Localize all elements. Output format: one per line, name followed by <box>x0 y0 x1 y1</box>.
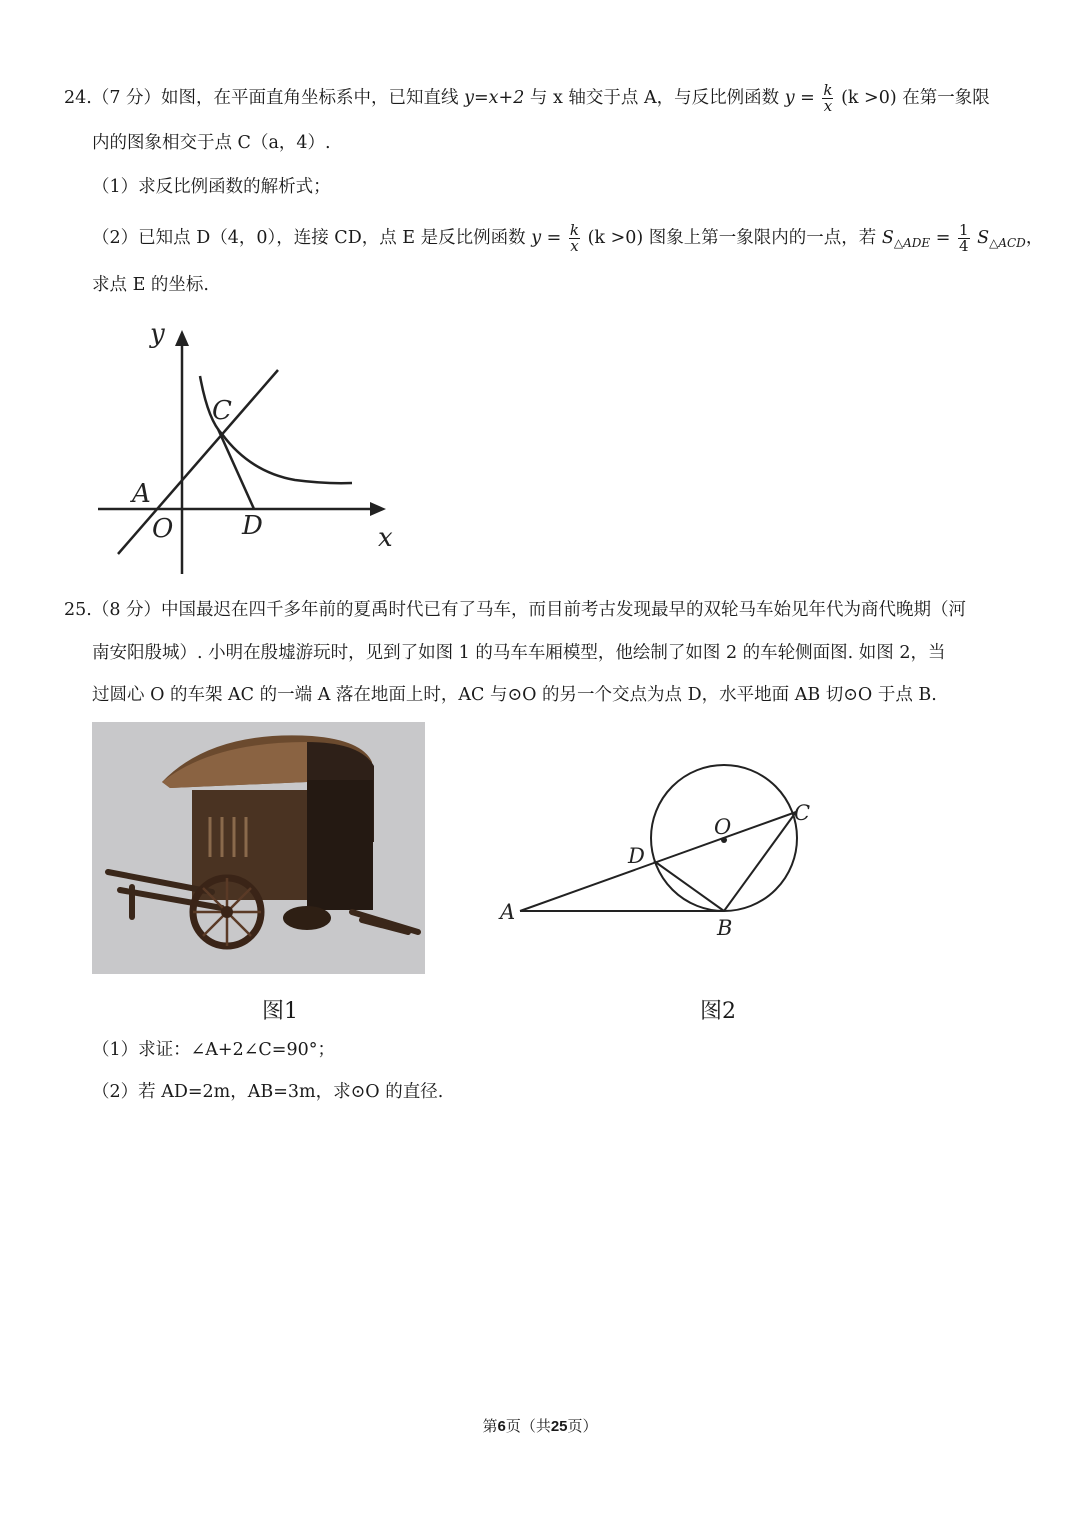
q24-func-y: y = <box>784 88 815 108</box>
footer-mid: 页（共 <box>505 1417 551 1435</box>
fig2-label-o: O <box>714 815 732 839</box>
s-ade: S <box>881 228 894 248</box>
q24-fraction-k-over-x <box>822 83 833 114</box>
q24-part2-cond: (k >0) <box>587 228 644 248</box>
s-acd-sub: △ACD <box>989 236 1026 250</box>
fig2-label-d: D <box>628 844 645 868</box>
frac-numerator: k <box>823 81 833 99</box>
q24-part2-func-y: y = <box>531 228 562 248</box>
q24-line-eq: y=x+2 <box>464 88 525 108</box>
segment-cd <box>218 429 254 509</box>
graph-label-a: A <box>132 479 151 509</box>
q24-part1: （1）求反比例函数的解析式； <box>92 177 331 197</box>
x-axis-arrow <box>370 502 386 516</box>
q24-part2-b: 图象上第一象限内的一点，若 <box>648 228 877 248</box>
equals: = <box>935 228 951 248</box>
page-footer <box>0 1415 1080 1436</box>
page-number: 6 <box>497 1418 506 1435</box>
footer-pre: 第 <box>482 1417 498 1435</box>
segment-db <box>654 861 724 911</box>
graph-label-d: D <box>242 511 263 541</box>
frac-numerator: k <box>569 221 580 239</box>
q24-part2-fraction <box>569 223 580 254</box>
q24-coordinate-graph <box>90 312 410 582</box>
y-axis-arrow <box>175 330 189 346</box>
footer-post: 页） <box>567 1417 598 1435</box>
q25-line3: 过圆心 O 的车架 AC 的一端 A 落在地面上时，AC 与⊙O 的另一个交点为点 D，水平地面 AB 切⊙O 于点 B. <box>92 685 937 705</box>
q24-head: 24.（7 分）如图，在平面直角坐标系中，已知直线 <box>64 88 459 108</box>
q24-mid: 与 x 轴交于点 A，与反比例函数 <box>529 88 780 108</box>
q25-part1: （1）求证：∠A+2∠C=90°； <box>92 1040 335 1060</box>
graph-label-x: x <box>378 523 393 553</box>
q24-line1 <box>64 83 990 114</box>
q24-line2: 内的图象相交于点 C（a，4）. <box>92 133 331 153</box>
q24-part2-a: （2）已知点 D（4，0），连接 CD，点 E 是反比例函数 <box>92 228 526 248</box>
one-quarter-fraction <box>958 223 970 254</box>
q25-line2: 南安阳殷城）. 小明在殷墟游玩时，见到了如图 1 的马车车厢模型，他绘制了如图 2 的车轮侧面图. 如图 2，当 <box>92 643 946 663</box>
graph-label-y: y <box>150 319 165 349</box>
q24-part2 <box>92 223 1043 254</box>
q25-circle-figure <box>490 750 830 950</box>
figure1-caption: 图1 <box>262 999 298 1024</box>
fig2-label-a: A <box>500 900 516 924</box>
total-pages: 25 <box>550 1418 568 1435</box>
q25-line1: 25.（8 分）中国最迟在四千多年前的夏禹时代已有了马车，而目前考古发现最早的双轮马车始见年代为商代晚期（河 <box>64 600 967 620</box>
graph-label-o: O <box>152 514 174 544</box>
frac-denominator: 4 <box>958 237 969 255</box>
comma: ， <box>1025 228 1044 248</box>
q24-cond: (k >0) <box>841 88 897 108</box>
frac-numerator: 1 <box>958 221 969 239</box>
segment-ac <box>520 812 796 911</box>
fig2-label-c: C <box>794 801 811 825</box>
segment-cb <box>724 812 796 911</box>
s-acd: S <box>977 228 990 248</box>
q24-tail: 在第一象限 <box>902 88 990 108</box>
figure2-caption: 图2 <box>700 999 736 1024</box>
fig2-label-b: B <box>717 916 733 940</box>
carriage-model-photo <box>92 722 425 974</box>
graph-label-c: C <box>212 396 232 426</box>
s-ade-sub: △ADE <box>893 236 931 250</box>
q24-part2-c: 求点 E 的坐标. <box>92 275 209 295</box>
frac-denominator: x <box>823 97 833 115</box>
frac-denominator: x <box>570 237 579 255</box>
q25-part2: （2）若 AD=2m，AB=3m，求⊙O 的直径. <box>92 1082 444 1102</box>
hyperbola-curve <box>200 376 352 483</box>
